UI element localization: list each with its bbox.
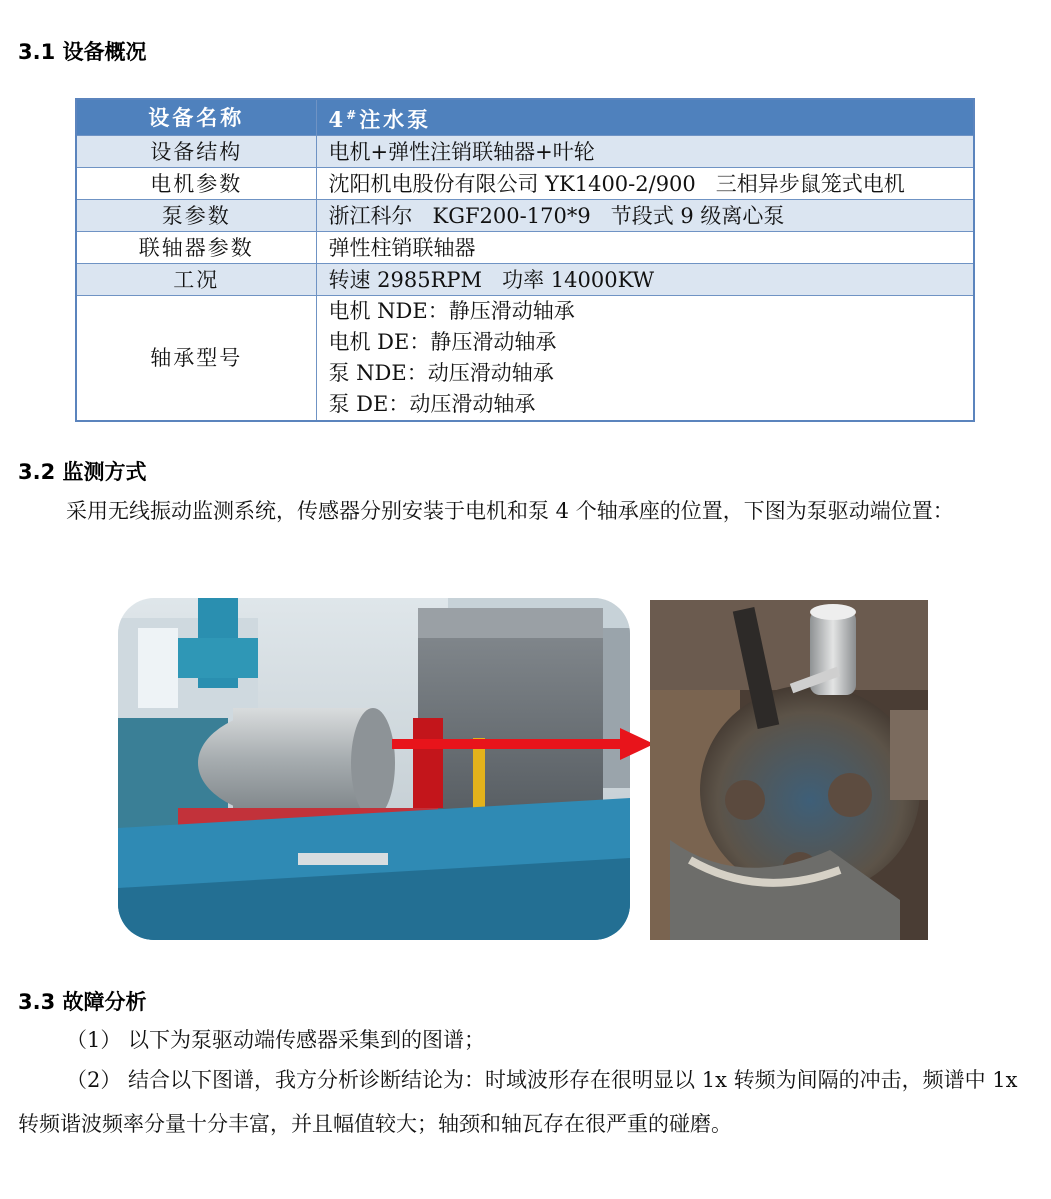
table-row [76, 168, 974, 200]
row-key: 泵参数 [76, 200, 316, 232]
equipment-spec-table [75, 98, 975, 422]
pump-unit-photo [118, 598, 630, 940]
row-key: 电机参数 [76, 168, 316, 200]
table-row [76, 136, 974, 168]
row-value: 转速 2985RPM 功率 14000KW [316, 264, 974, 296]
row-value: 浙江科尔 KGF200-170*9 节段式 9 级离心泵 [316, 200, 974, 232]
table-header-row [76, 99, 974, 136]
row-value: 沈阳机电股份有限公司 YK1400-2/900 三相异步鼠笼式电机 [316, 168, 974, 200]
pointer-arrow [392, 728, 654, 760]
table-header-key: 设备名称 [76, 99, 316, 136]
equipment-number-mark: # [346, 108, 360, 122]
analysis-item-1: （1） 以下为泵驱动端传感器采集到的图谱； [66, 1028, 486, 1052]
equipment-name: 注水泵 [359, 107, 432, 132]
table-row-bearing [76, 296, 974, 422]
row-key: 工况 [76, 264, 316, 296]
table-row [76, 264, 974, 296]
section-heading-3-2: 3.2 监测方式 [18, 460, 147, 484]
bearing-line: 泵 DE：动压滑动轴承 [328, 392, 536, 416]
row-value: 弹性柱销联轴器 [316, 232, 974, 264]
row-key: 联轴器参数 [76, 232, 316, 264]
bearing-line: 电机 DE：静压滑动轴承 [328, 330, 557, 354]
equipment-number: 4 [328, 107, 347, 132]
bearing-list [316, 296, 974, 422]
section-heading-3-1: 3.1 设备概况 [18, 40, 147, 64]
table-row [76, 232, 974, 264]
bearing-housing-photo [650, 600, 928, 940]
analysis-item-2: （2） 结合以下图谱，我方分析诊断结论为：时域波形存在很明显以 1x 转频为间隔的冲击，频谱中 1x 转频谐波频率分量十分丰富，并且幅值较大；轴颈和轴瓦存在很严重的碰磨。 [18, 1068, 1018, 1136]
row-value: 电机+弹性注销联轴器+叶轮 [316, 136, 974, 168]
row-key: 轴承型号 [76, 296, 316, 422]
row-key: 设备结构 [76, 136, 316, 168]
bearing-line: 电机 NDE：静压滑动轴承 [328, 299, 575, 323]
table-row [76, 200, 974, 232]
table-header-value [316, 99, 974, 136]
monitoring-paragraph: 采用无线振动监测系统，传感器分别安装于电机和泵 4 个轴承座的位置，下图为泵驱动端位置： [66, 499, 954, 523]
section-heading-3-3: 3.3 故障分析 [18, 990, 147, 1014]
bearing-line: 泵 NDE：动压滑动轴承 [328, 361, 554, 385]
